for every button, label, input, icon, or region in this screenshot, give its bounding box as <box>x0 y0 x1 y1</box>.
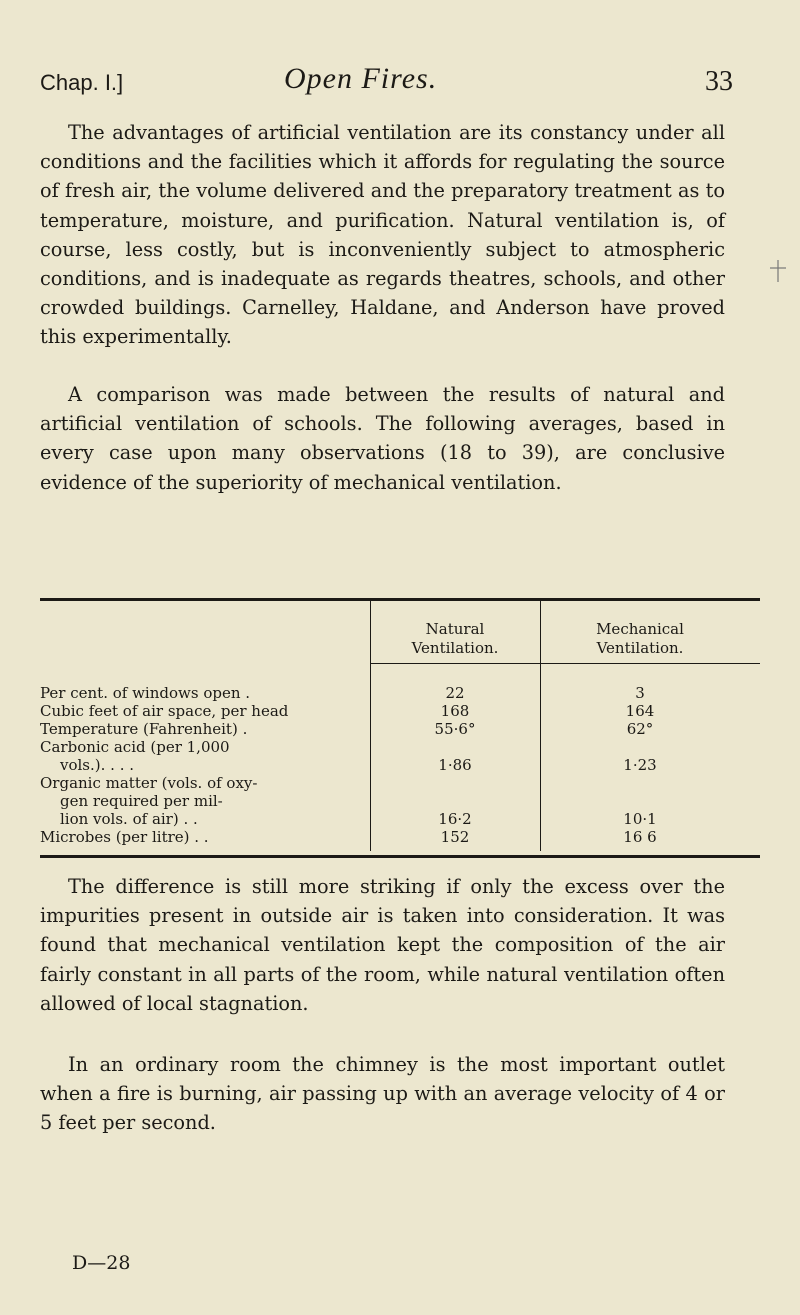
header-natural-line1: Natural <box>425 620 485 638</box>
column-divider <box>540 598 541 773</box>
column-divider <box>540 773 541 851</box>
mechanical-value-air-space: 164 <box>625 702 655 720</box>
natural-value-air-space: 168 <box>440 702 470 720</box>
chapter-reference: Chap. I.] <box>40 70 124 95</box>
running-title: Open Fires. <box>284 62 438 95</box>
header-mechanical-ventilation <box>555 620 725 658</box>
row-label-temperature: Temperature (Fahrenheit) . <box>40 720 248 738</box>
paragraph-advantages: The advantages of artificial ventilation are its constancy under all conditions and the facilities which it affords for regulating the source of fresh air, the volume delivered and the preparatory treatment as to temperature, moisture, and purification. Natural ventilation is, of course, less costly, but is inconveniently subject to atmospheric conditions, and is inadequate as regards theatres, schools, and other crowded buildings. Carnelley, Haldane, and Anderson have proved this experimentally. <box>40 121 725 349</box>
natural-value-carbonic-acid: 1·86 <box>438 756 472 774</box>
mechanical-value-windows: 3 <box>635 684 645 702</box>
row-label-carbonic-acid-cont: vols.). . . . <box>60 756 134 774</box>
signature-mark: D—28 <box>72 1252 131 1274</box>
row-label-carbonic-acid: Carbonic acid (per 1,000 <box>40 738 230 756</box>
mechanical-value-organic-matter: 10·1 <box>623 810 657 828</box>
header-mechanical-line1: Mechanical <box>596 620 684 638</box>
page-number: 33 <box>705 66 733 97</box>
table-bottom-rule <box>40 855 760 858</box>
natural-value-windows: 22 <box>445 684 465 702</box>
row-label-microbes: Microbes (per litre) . . <box>40 828 209 846</box>
natural-value-organic-matter: 16·2 <box>438 810 472 828</box>
header-natural-line2: Ventilation. <box>411 639 499 657</box>
column-divider <box>370 773 371 851</box>
paragraph-comparison: A comparison was made between the results of natural and artificial ventilation of schools. The following averages, based in every case upon many observations (18 to 39), are conclusive evidence of the superiority of mechanical ventilation. <box>40 383 725 494</box>
mechanical-value-microbes: 16 6 <box>623 828 657 846</box>
margin-cross-mark <box>768 258 788 284</box>
natural-value-temperature: 55·6° <box>434 720 476 738</box>
row-label-organic-matter-cont2: lion vols. of air) . . <box>60 810 198 828</box>
paragraph-chimney: In an ordinary room the chimney is the most important outlet when a fire is burning, air passing up with an average velocity of 4 or 5 feet per second. <box>40 1053 725 1135</box>
header-rule <box>370 663 760 664</box>
header-mechanical-line2: Ventilation. <box>596 639 684 657</box>
row-label-air-space: Cubic feet of air space, per head <box>40 702 289 720</box>
header-natural-ventilation <box>370 620 540 658</box>
natural-value-microbes: 152 <box>440 828 470 846</box>
running-header <box>40 60 760 100</box>
paragraph-difference: The difference is still more striking if only the excess over the impurities present in outside air is taken into consideration. It was found that mechanical ventilation kept the composition of the air fairly constant in all parts of the room, while natural ventilation often allowed of local stagnation. <box>40 875 725 1015</box>
mechanical-value-carbonic-acid: 1·23 <box>623 756 657 774</box>
mechanical-value-temperature: 62° <box>626 720 654 738</box>
row-label-organic-matter-cont1: gen required per mil- <box>60 792 223 810</box>
table-top-rule <box>40 598 760 601</box>
row-label-organic-matter: Organic matter (vols. of oxy- <box>40 774 258 792</box>
row-label-windows: Per cent. of windows open . <box>40 684 251 702</box>
